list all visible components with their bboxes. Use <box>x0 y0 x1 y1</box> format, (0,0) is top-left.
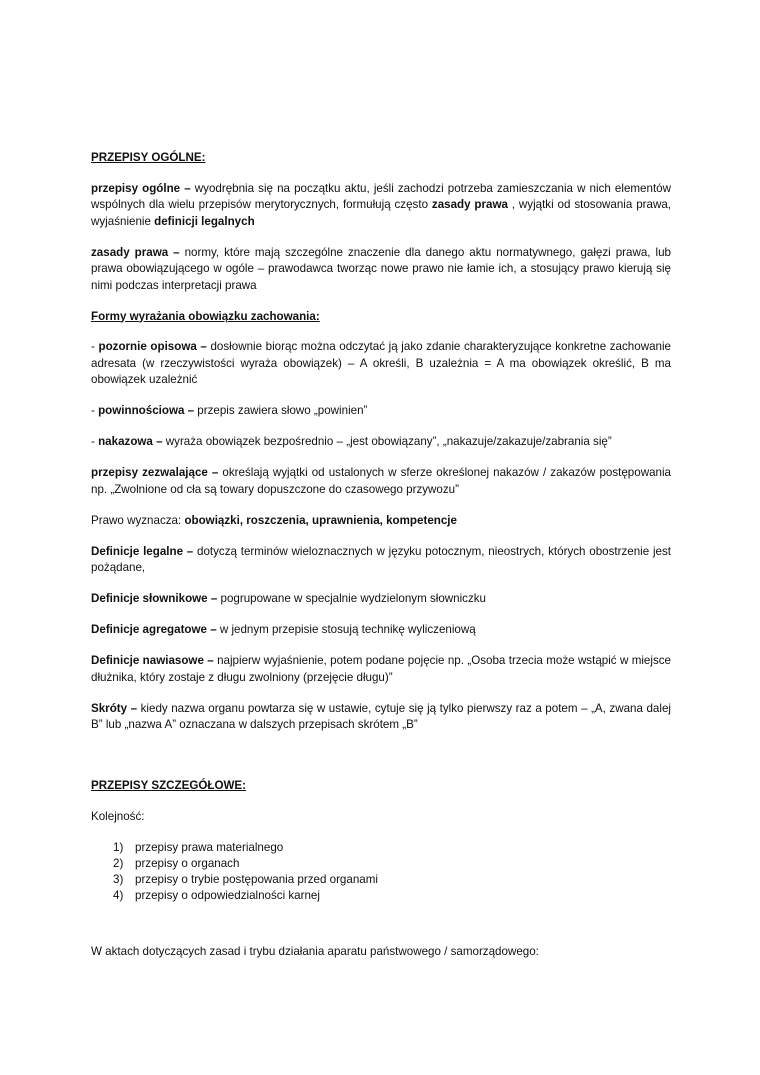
paragraph-form-powinnosciowa: - powinnościowa – przepis zawiera słowo „powinien” <box>91 404 368 417</box>
paragraph-form-opisowa: - pozornie opisowa – dosłownie biorąc można odczytać ją jako zdanie charakteryzujące konkretne zachowanie adresata (w rzeczywistości wyraża obowiązek) – A określi, B uzależnia = A ma obowiązek określić, B ma obowiązek uzależnić <box>91 340 671 386</box>
paragraph-przepisy-ogolne: przepisy ogólne – wyodrębnia się na początku aktu, jeśli zachodzi potrzeba zamieszczania w nich elementów wspólnych dla wielu przepisów merytorycznych, formułują często zasady prawa , wyjątki od stosowania prawa, wyjaśnienie definicji legalnych <box>91 181 671 228</box>
order-list <box>91 840 671 904</box>
list-item: 3) przepisy o trybie postępowania przed organami <box>113 872 378 886</box>
spacer <box>91 748 671 778</box>
list-item: 4) przepisy o odpowiedzialności karnej <box>113 888 320 902</box>
section-heading-detailed: PRZEPISY SZCZEGÓŁOWE: <box>91 779 247 792</box>
paragraph-definicje-legalne: Definicje legalne – dotyczą terminów wieloznacznych w języku potocznym, nieostrych, których obostrzenie jest pożądane, <box>91 544 671 574</box>
term: przepisy ogólne – <box>91 181 191 195</box>
subheading-forms: Formy wyrażania obowiązku zachowania: <box>91 309 320 323</box>
section-heading-general: PRZEPISY OGÓLNE: <box>91 151 206 164</box>
paragraph-skroty: Skróty – kiedy nazwa organu powtarza się w ustawie, cytuje się ją tylko pierwszy raz a potem – „A, zwana dalej B” lub „nazwa A” oznaczana w dalszych przepisach skrótem „B” <box>91 701 671 731</box>
paragraph-definicje-slownikowe: Definicje słownikowe – pogrupowane w specjalnie wydzielonym słowniczku <box>91 592 487 605</box>
paragraph-prawo-wyznacza: Prawo wyznacza: obowiązki, roszczenia, uprawnienia, kompetencje <box>91 513 457 527</box>
order-list-block <box>91 840 671 904</box>
list-item: 1) przepisy prawa materialnego <box>113 840 284 854</box>
paragraph-akty-aparatu: W aktach dotyczących zasad i trybu działania aparatu państwowego / samorządowego: <box>91 944 539 958</box>
document-body <box>91 150 671 975</box>
list-item: 2) przepisy o organach <box>113 856 240 870</box>
term: zasady prawa – <box>91 245 180 259</box>
paragraph-definicje-agregatowe: Definicje agregatowe – w jednym przepisie stosują technikę wyliczeniową <box>91 623 476 636</box>
paragraph-zasady-prawa: zasady prawa – normy, które mają szczególne znaczenie dla danego aktu normatywnego, gałęzi prawa, lub prawa obowiązującego w ogóle – prawodawca tworząc nowe prawo nie łamie ich, a stosujący prawo kierują się nimi podczas interpretacji prawa <box>91 245 671 292</box>
paragraph-definicje-nawiasowe: Definicje nawiasowe – najpierw wyjaśnienie, potem podane pojęcie np. „Osoba trzecia może wstąpić w miejsce dłużnika, który zostaje z długu zwolniony (przejęcie długu)” <box>91 654 671 684</box>
paragraph-kolejnosc: Kolejność: <box>91 809 145 823</box>
paragraph-przepisy-zezwalajace: przepisy zezwalające – określają wyjątki od ustalonych w sferze określonej nakazów / zakazów postępowania np. „Zwolnione od cła są towary dopuszczone do czasowego przywozu” <box>91 466 671 496</box>
paragraph-form-nakazowa: - nakazowa – wyraża obowiązek bezpośrednio – „jest obowiązany”, „nakazuje/zakazuje/zabrania się” <box>91 435 612 448</box>
